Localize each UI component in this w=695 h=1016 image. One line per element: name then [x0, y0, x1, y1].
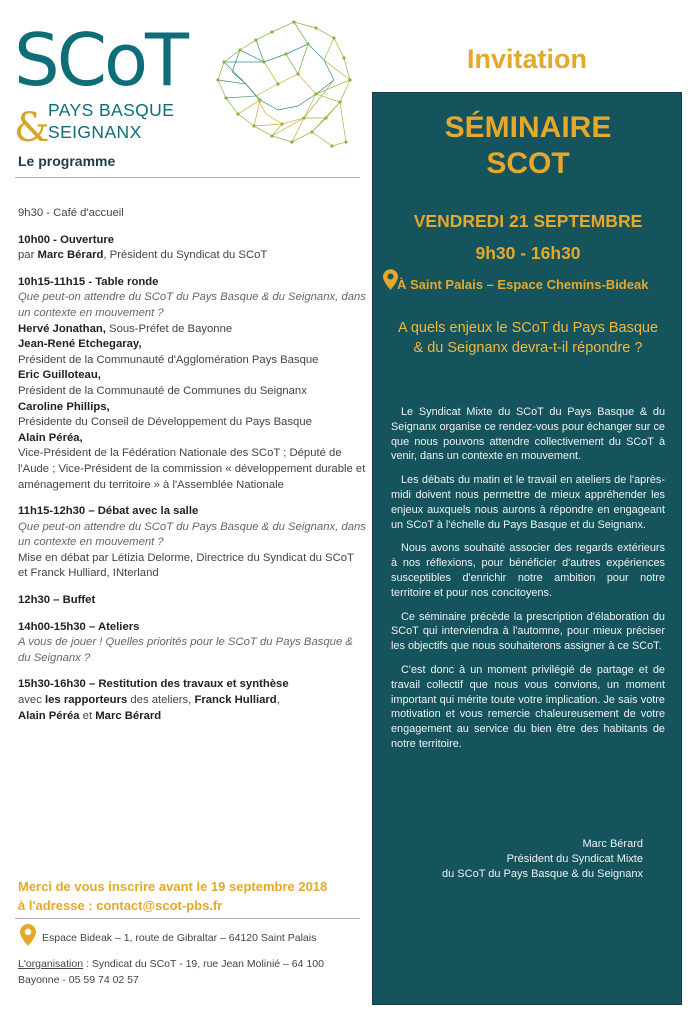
roundtable-question: Que peut-on attendre du SCoT du Pays Basque & du Seignanx, dans un contexte en mouvement ?	[18, 291, 366, 319]
divider	[15, 918, 360, 919]
schedule	[18, 206, 366, 735]
restitution-speakers-2: Alain Péréa et Marc Bérard	[18, 709, 162, 722]
logo-ampersand: &	[14, 105, 50, 151]
roundtable-time: 10h15-11h15 - Table ronde	[18, 275, 159, 288]
body-paragraph: C'est donc à un moment privilégié de partage et de travail collectif que nous vous convions, un moment important qui mérite toute votre implication. Je sais votre motivation et vous remercie chaleureusement de votre engagement au service du bien être des habitants de notre territoire.	[391, 663, 665, 750]
schedule-item	[18, 593, 366, 609]
schedule-item	[18, 620, 366, 667]
event-time: 9h30 - 16h30	[475, 243, 581, 263]
panelist-role: Président de la Communauté de Communes du Seignanx	[18, 384, 307, 397]
schedule-item	[18, 233, 366, 264]
workshops-question: A vous de jouer ! Quelles priorités pour le SCoT du Pays Basque & du Seignanx ?	[18, 636, 353, 664]
signature-role: du SCoT du Pays Basque & du Seignanx	[442, 868, 643, 880]
signature	[391, 837, 643, 882]
schedule-item	[18, 275, 366, 493]
schedule-item	[18, 504, 366, 582]
restitution-speakers: avec les rapporteurs des ateliers, Franck Hulliard,	[18, 694, 280, 707]
schedule-item	[18, 677, 366, 724]
map-network-icon	[212, 14, 360, 164]
body-paragraph: Les débats du matin et le travail en ateliers de l'après-midi doivent nous permettre de mieux appréhender les enjeux auxquels nous aurons à répondre en engageant un SCoT à l'échelle du Pays Basque et du Seignanx.	[391, 474, 665, 531]
signature-role: Président du Syndicat Mixte	[506, 853, 643, 865]
cafe-line: 9h30 - Café d'accueil	[18, 207, 124, 219]
debate-question: Que peut-on attendre du SCoT du Pays Basque & du Seignanx, dans un contexte en mouvement ?	[18, 520, 366, 549]
organizer-text: : Syndicat du SCoT - 19, rue Jean Molinié – 64 100 Bayonne - 05 59 74 02 57	[18, 958, 324, 986]
body-paragraph: Le Syndicat Mixte du SCoT du Pays Basque & du Seignanx organise ce rendez-vous pour échanger sur ce que nous pouvons attendre collectivement du SCoT à venir, dans un contexte en mouvement.	[391, 406, 665, 463]
invitation-header	[372, 10, 682, 92]
body-paragraph: Ce séminaire précède la prescription d'élaboration du SCoT qui interviendra à l'automne, pour mieux préciser les objectifs que nous souhaiterons assigner à ce SCoT.	[391, 610, 665, 653]
opening-time: 10h00 - Ouverture	[18, 233, 115, 246]
debate-time: 11h15-12h30 – Débat avec la salle	[18, 505, 199, 518]
panelist: Hervé Jonathan, Sous-Préfet de Bayonne	[18, 322, 233, 335]
opening-speaker: par Marc Bérard, Président du Syndicat du SCoT	[18, 249, 268, 262]
invitation-body	[391, 405, 665, 761]
organizer-label: L'organisation	[18, 958, 84, 970]
location-pin-icon	[383, 269, 398, 290]
event-date: VENDREDI 21 SEPTEMBRE	[413, 211, 643, 231]
location-pin-icon	[20, 924, 36, 946]
invitation-column	[372, 10, 682, 1005]
restitution-time: 15h30-16h30 – Restitution des travaux et synthèse	[18, 678, 289, 691]
registration-deadline: Merci de vous inscrire avant le 19 septembre 2018	[18, 879, 328, 894]
panelist-name: Caroline Phillips,	[18, 400, 110, 413]
panelist-role: Vice-Président de la Fédération Nationale des SCoT ; Député de l'Aude ; Vice-Président de la commission « développement durable et aménagement du territoire » à l'Assemblée Nationale	[18, 447, 366, 491]
debate-moderators: Mise en débat par Létizia Delorme, Directrice du Syndicat du SCoT et Franck Hulliard, INterland	[18, 551, 354, 580]
invitation-panel	[372, 92, 682, 1005]
panelist-name: Eric Guilloteau,	[18, 369, 101, 382]
seminar-title-2: SCOT	[486, 147, 570, 180]
program-title: Le programme	[18, 153, 116, 169]
seminar-question: A quels enjeux le SCoT du Pays Basque & du Seignanx devra-t-il répondre ?	[397, 320, 659, 356]
divider	[15, 177, 360, 178]
signature-name: Marc Bérard	[582, 838, 643, 850]
panelist-role: Présidente du Conseil de Développement du Pays Basque	[18, 416, 312, 429]
body-paragraph: Nous avons souhaité associer des regards extérieurs à nos réflexions, pour bénéficier d'autres expériences susceptibles d'enrichir notre ambition pour notre territoire et pour nos concitoyens.	[391, 542, 665, 599]
logo-line-2: SEIGNANX	[48, 122, 142, 142]
buffet-line: 12h30 – Buffet	[18, 594, 96, 607]
invitation-title: Invitation	[467, 44, 587, 74]
event-place: À Saint Palais – Espace Chemins-Bideak	[397, 277, 649, 292]
panelist-role: Président de la Communauté d'Agglomération Pays Basque	[18, 353, 319, 366]
logo-line-1: PAYS BASQUE	[48, 100, 175, 120]
panelist-name: Alain Péréa,	[18, 431, 83, 444]
registration-note	[18, 877, 368, 915]
organizer-info	[18, 956, 363, 988]
logo-wordmark: SCoT	[14, 18, 187, 102]
workshops-time: 14h00-15h30 – Ateliers	[18, 620, 140, 633]
venue-address: Espace Bideak – 1, route de Gibraltar – 64120 Saint Palais	[42, 932, 317, 944]
registration-email[interactable]: à l'adresse : contact@scot-pbs.fr	[18, 898, 223, 913]
schedule-item	[18, 206, 366, 222]
seminar-title-1: SÉMINAIRE	[444, 111, 612, 144]
panelist-name: Jean-René Etchegaray,	[18, 338, 142, 351]
